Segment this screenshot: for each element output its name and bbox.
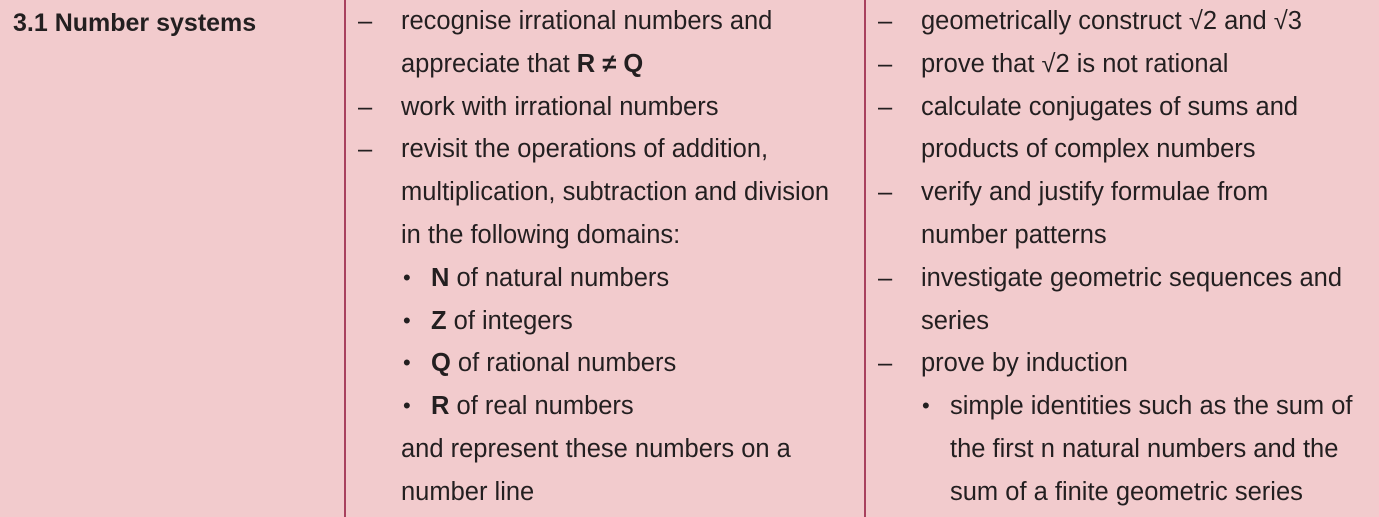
dash-marker: – bbox=[878, 178, 893, 207]
domain-text: of rational numbers bbox=[450, 349, 677, 378]
domain-symbol: N bbox=[431, 263, 450, 292]
list-item-continuation bbox=[346, 428, 864, 471]
sub-item-continuation bbox=[866, 471, 1379, 514]
bullet-marker: • bbox=[403, 393, 411, 419]
list-item-text: investigate geometric sequences and bbox=[921, 263, 1343, 292]
domain-text: of real numbers bbox=[449, 392, 634, 421]
dash-marker: – bbox=[878, 263, 893, 292]
domain-item bbox=[346, 385, 864, 428]
domain-text: of integers bbox=[446, 306, 573, 335]
dash-marker: – bbox=[358, 92, 373, 121]
list-item bbox=[866, 342, 1379, 385]
list-item-continuation bbox=[346, 43, 864, 86]
topic-title: 3.1 Number systems bbox=[13, 9, 257, 37]
list-item-text: the first n natural numbers and the bbox=[950, 434, 1339, 463]
dash-marker: – bbox=[358, 7, 373, 35]
list-item-text: products of complex numbers bbox=[921, 135, 1256, 164]
list-item-text: simple identities such as the sum of bbox=[950, 392, 1353, 421]
list-item-text: number patterns bbox=[921, 220, 1107, 249]
students-learn-column bbox=[346, 0, 864, 517]
bullet-marker: • bbox=[922, 393, 930, 419]
bullet-marker: • bbox=[403, 307, 411, 333]
list-item-text: sum of a finite geometric series bbox=[950, 477, 1303, 506]
list-item-text: number line bbox=[401, 477, 535, 506]
list-item-text: revisit the operations of addition, bbox=[401, 135, 769, 164]
domain-symbol: Q bbox=[431, 349, 451, 378]
list-item-continuation bbox=[346, 171, 864, 214]
list-item-text: prove by induction bbox=[921, 349, 1128, 378]
list-item-text: work with irrational numbers bbox=[401, 92, 719, 121]
bullet-marker: • bbox=[403, 264, 411, 290]
list-item bbox=[346, 128, 864, 171]
learning-outcomes-column bbox=[866, 0, 1379, 517]
bullet-marker: • bbox=[403, 350, 411, 376]
list-item-text: in the following domains: bbox=[401, 220, 681, 249]
list-item-continuation bbox=[346, 471, 864, 514]
domain-symbol: Z bbox=[431, 306, 447, 335]
dash-marker: – bbox=[878, 349, 893, 378]
domain-symbol: R bbox=[431, 392, 450, 421]
list-item-text: multiplication, subtraction and division bbox=[401, 178, 830, 207]
dash-marker: – bbox=[878, 49, 893, 78]
list-item-text: series bbox=[921, 306, 990, 335]
list-item-text: appreciate that bbox=[401, 49, 577, 78]
list-item bbox=[346, 0, 864, 43]
list-item-text: recognise irrational numbers and bbox=[401, 7, 773, 35]
list-item-text: prove that √2 is not rational bbox=[921, 49, 1229, 78]
list-item-text: geometrically construct √2 and √3 bbox=[921, 7, 1302, 35]
math-expression: R ≠ Q bbox=[576, 49, 644, 78]
list-item-continuation bbox=[346, 214, 864, 257]
list-item-text: verify and justify formulae from bbox=[921, 178, 1269, 207]
list-item bbox=[866, 171, 1379, 214]
list-item bbox=[866, 0, 1379, 43]
list-item bbox=[866, 86, 1379, 129]
list-item-continuation bbox=[866, 128, 1379, 171]
list-item-continuation bbox=[866, 214, 1379, 257]
dash-marker: – bbox=[358, 135, 373, 164]
dash-marker: – bbox=[878, 92, 893, 121]
topic-column bbox=[0, 0, 344, 517]
list-item bbox=[346, 86, 864, 129]
list-item-text: and represent these numbers on a bbox=[401, 434, 791, 463]
domain-item bbox=[346, 342, 864, 385]
dash-marker: – bbox=[878, 7, 893, 35]
list-item bbox=[866, 43, 1379, 86]
domain-item bbox=[346, 300, 864, 343]
domain-item bbox=[346, 257, 864, 300]
list-item-text: calculate conjugates of sums and bbox=[921, 92, 1299, 121]
list-item bbox=[866, 257, 1379, 300]
list-item-continuation bbox=[866, 300, 1379, 343]
sub-item-continuation bbox=[866, 428, 1379, 471]
sub-item bbox=[866, 385, 1379, 428]
domain-text: of natural numbers bbox=[449, 263, 670, 292]
